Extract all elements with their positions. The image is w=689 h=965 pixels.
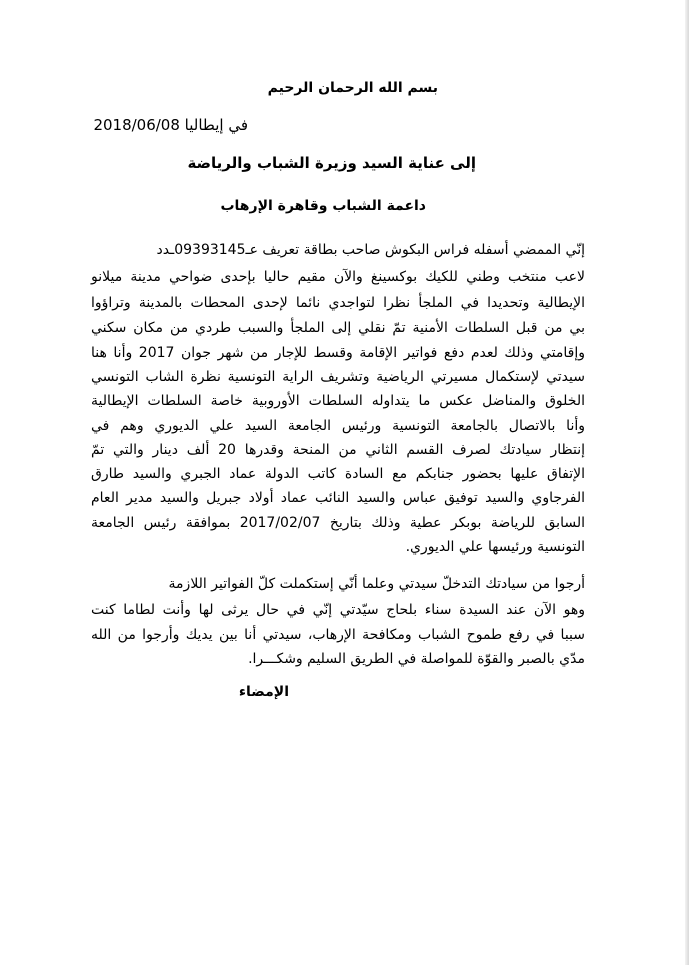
paragraph-line: بي من قبل السلطات الأمنية تمّ نقلي إلى الملجأ والسبب طردي من مكان سكني [91,320,585,336]
paragraph-line: إنّي الممضي أسفله فراس البكوش صاحب بطاقة تعريف عـ09393145ـدد [156,242,585,258]
paragraph-line: الإيطالية وتحديدا في الملجأ نظرا لتواجدي نائما لإحدى المحطات بالمدينة وتراؤوا [91,295,585,311]
paragraph-line: أرجوا من سيادتك التدخلّ سيدتي وعلما أنّي إستكملت كلّ الفواتير اللازمة [168,576,585,592]
letter-subject: داعمة الشباب وقاهرة الإرهاب [220,198,426,214]
page-edge-shadow [685,0,689,965]
signature-label: الإمضاء [238,684,289,700]
paragraph-line: سيدتي لإستكمال مسيرتي الرياضية وتشريف الراية التونسية نظرة الشاب التونسي [91,369,585,385]
paragraph-line: لاعب منتخب وطني للكيك بوكسينغ والآن مقيم حاليا بإحدى ضواحي مدينة ميلانو [91,269,585,285]
addressee: إلى عناية السيد وزيرة الشباب والرياضة [187,154,476,172]
paragraph-line: السابق للرياضة بوبكر عطية وذلك بتاريخ 2017/02/07 بموافقة رئيس الجامعة [91,515,585,531]
paragraph-line: الفرجاوي والسيد توفيق عباس والسيد النائب عماد أولاد جبريل والسيد مدير العام [91,490,585,506]
letter-date: في إيطاليا 2018/06/08 [93,116,248,134]
paragraph-line: وهو الآن عند السيدة سناء بلحاج سيّدتي إنّي في حال يرثى لها وأنت لطاما كنت [91,602,585,618]
paragraph-line: الإتفاق عليها بحضور جنابكم مع السادة كاتب الدولة عماد الجبري والسيد طارق [91,466,585,482]
basmala: بسم الله الرحمان الرحيم [267,80,438,96]
paragraph-line: سببا في رفع طموح الشباب ومكافحة الإرهاب، سيدتي أنا بين يديك وأرجوا من الله [91,627,585,643]
paragraph-line: وإقامتي وذلك لعدم دفع فواتير الإقامة وقسط للإجار من شهر جوان 2017 وأنا هنا [91,345,586,361]
paragraph-line: وأنا بالاتصال بالجامعة التونسية ورئيس الجامعة السيد علي الديوري وهم في [91,418,585,434]
paragraph-line: الخلوق والمناضل عكس ما يتداوله السلطات الأوروبية خاصة السلطات الإيطالية [91,393,585,409]
paragraph-line: التونسية ورئيسها علي الديوري. [405,539,585,555]
paragraph-line: مدّي بالصبر والقوّة للمواصلة في الطريق السليم وشكـــرا. [248,651,585,667]
paragraph-line: إنتظار سيادتك لصرف القسم الثاني من المنحة وقدرها 20 ألف دينار والتي تمّ [91,442,585,458]
